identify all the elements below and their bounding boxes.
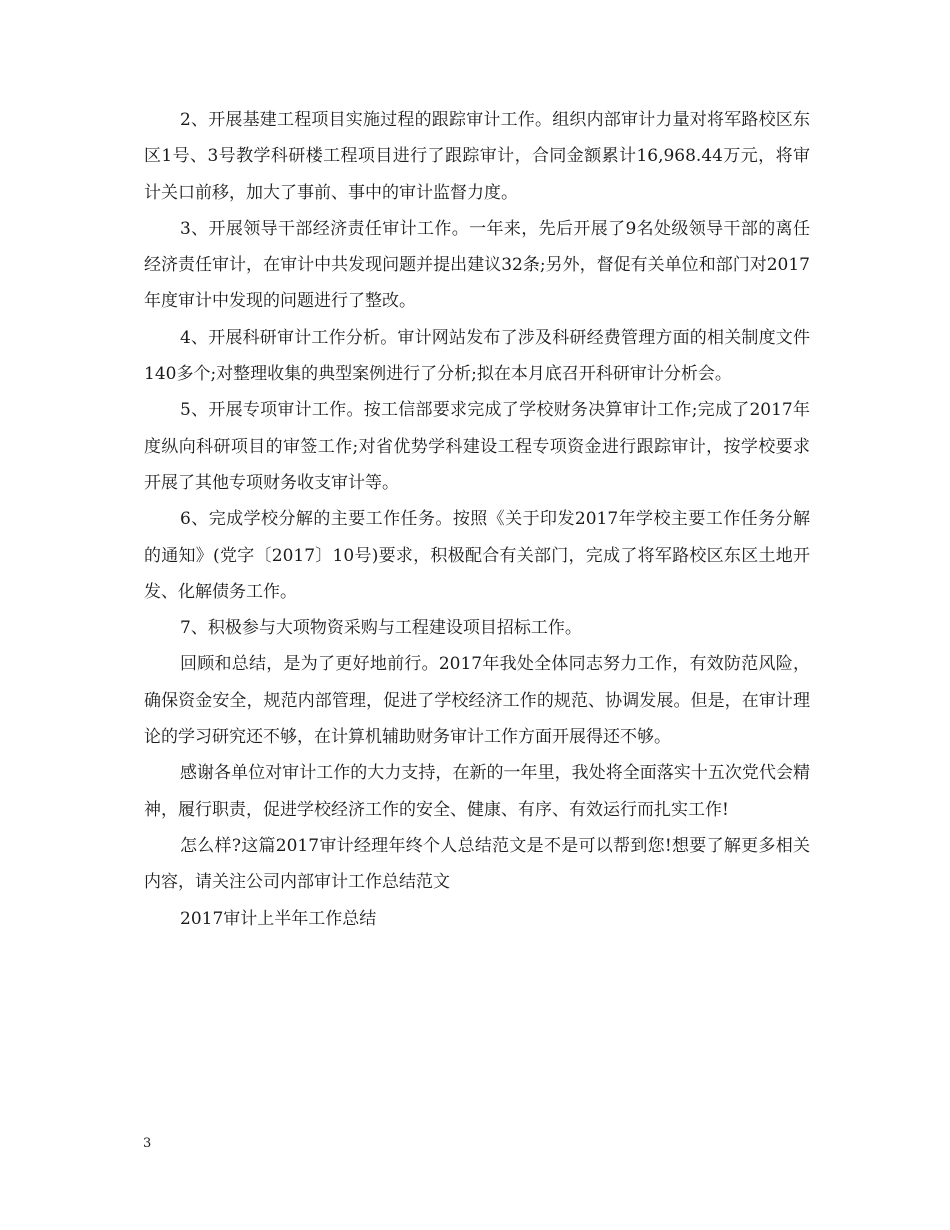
paragraph-infrastructure-audit: 2、开展基建工程项目实施过程的跟踪审计工作。组织内部审计力量对将军路校区东区1号、3号教学科研楼工程项目进行了跟踪审计，合同金额累计16,968.44万元，将审计关口前移，加大了事前、事中的审计监督力度。 bbox=[144, 110, 810, 203]
page-number: 3 bbox=[143, 1136, 152, 1151]
paragraph-related-link: 2017审计上半年工作总结 bbox=[180, 908, 377, 929]
paragraph-leadership-audit: 3、开展领导干部经济责任审计工作。一年来，先后开展了9名处级领导干部的离任经济责任审计，在审计中共发现问题并提出建议32条;另外，督促有关单位和部门对2017年度审计中发现的问题进行了整改。 bbox=[144, 218, 810, 312]
paragraph-review-summary: 回顾和总结，是为了更好地前行。2017年我处全体同志努力工作，有效防范风险，确保资金安全，规范内部管理，促进了学校经济工作的规范、协调发展。但是，在审计理论的学习研究还不够，在计算机辅助财务审计工作方面开展得还不够。 bbox=[144, 654, 810, 748]
paragraph-special-audit: 5、开展专项审计工作。按工信部要求完成了学校财务决算审计工作;完成了2017年度纵向科研项目的审签工作;对省优势学科建设工程专项资金进行跟踪审计，按学校要求开展了其他专项财务收支审计等。 bbox=[144, 400, 810, 493]
paragraph-school-tasks: 6、完成学校分解的主要工作任务。按照《关于印发2017年学校主要工作任务分解的通知》(党字〔2017〕10号)要求，积极配合有关部门，完成了将军路校区东区土地开发、化解债务工作。 bbox=[144, 509, 810, 602]
document-body bbox=[144, 102, 810, 937]
paragraph-related-content: 怎么样?这篇2017审计经理年终个人总结范文是不是可以帮到您!想要了解更多相关内容，请关注公司内部审计工作总结范文 bbox=[144, 835, 810, 893]
paragraph-procurement-bidding: 7、积极参与大项物资采购与工程建设项目招标工作。 bbox=[180, 618, 582, 639]
paragraph-research-audit: 4、开展科研审计工作分析。审计网站发布了涉及科研经费管理方面的相关制度文件140多个;对整理收集的典型案例进行了分析;拟在本月底召开科研审计分析会。 bbox=[144, 327, 810, 385]
paragraph-thanks: 感谢各单位对审计工作的大力支持，在新的一年里，我处将全面落实十五次党代会精神，履行职责，促进学校经济工作的安全、健康、有序、有效运行而扎实工作! bbox=[144, 763, 810, 820]
